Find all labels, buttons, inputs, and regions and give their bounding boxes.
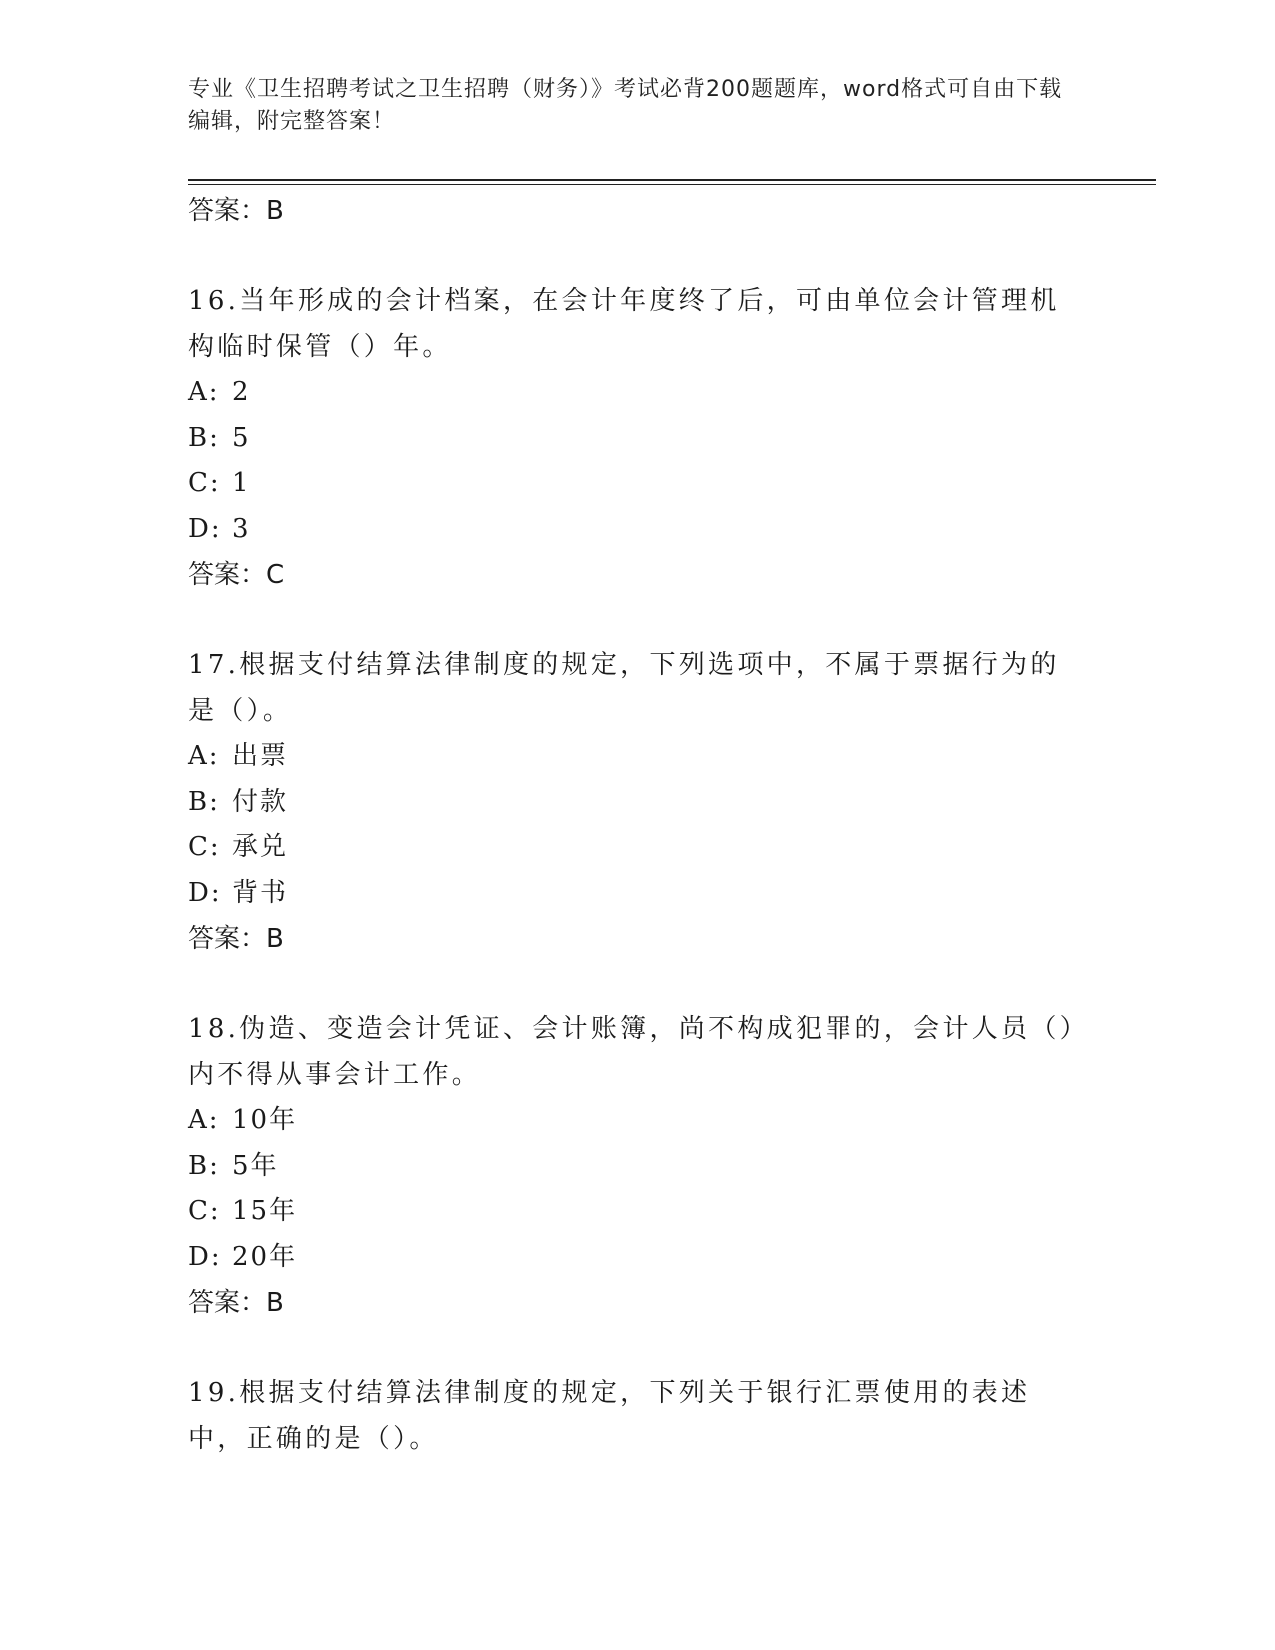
option-text: 20年 bbox=[232, 1241, 298, 1272]
option-text: 承兑 bbox=[232, 832, 289, 862]
option-text: 15年 bbox=[232, 1196, 298, 1226]
question-17 bbox=[188, 642, 1088, 962]
question-18 bbox=[188, 1006, 1088, 1326]
option-d bbox=[188, 1235, 1088, 1281]
answer-line: 答案：B bbox=[188, 924, 284, 954]
header-rule-thick bbox=[188, 179, 1156, 181]
option-d bbox=[188, 871, 1088, 917]
option-c bbox=[188, 825, 1088, 871]
answer-line: 答案：C bbox=[188, 560, 285, 590]
option-text: 2 bbox=[232, 377, 251, 407]
option-key: B: bbox=[188, 422, 220, 453]
option-key: B: bbox=[188, 1150, 220, 1181]
option-key: B: bbox=[188, 786, 220, 817]
option-text: 出票 bbox=[232, 741, 289, 771]
option-text: 1 bbox=[232, 468, 251, 498]
option-d bbox=[188, 507, 1088, 553]
option-text: 3 bbox=[232, 513, 251, 544]
option-text: 背书 bbox=[232, 877, 289, 908]
answer-line: 答案：B bbox=[188, 196, 284, 226]
option-a bbox=[188, 370, 1088, 416]
option-text: 5 bbox=[232, 422, 251, 453]
question-stem: 17.根据支付结算法律制度的规定，下列选项中，不属于票据行为的是（）。 bbox=[188, 650, 1060, 726]
option-text: 5年 bbox=[232, 1150, 279, 1181]
option-key: C: bbox=[188, 832, 221, 862]
page-content bbox=[188, 188, 1088, 1462]
option-b bbox=[188, 416, 1088, 462]
question-stem: 16.当年形成的会计档案，在会计年度终了后，可由单位会计管理机构临时保管（）年。 bbox=[188, 286, 1060, 362]
question-stem: 18.伪造、变造会计凭证、会计账簿，尚不构成犯罪的，会计人员（）内不得从事会计工作。 bbox=[188, 1014, 1076, 1090]
option-a bbox=[188, 1098, 1088, 1144]
option-b bbox=[188, 1144, 1088, 1190]
question-19 bbox=[188, 1370, 1088, 1462]
option-a bbox=[188, 734, 1088, 780]
option-key: D: bbox=[188, 877, 222, 908]
page-header: 专业《卫生招聘考试之卫生招聘（财务）》考试必背200题题库，word格式可自由下载编辑，附完整答案！ bbox=[188, 77, 1063, 134]
option-key: D: bbox=[188, 1241, 222, 1272]
option-text: 付款 bbox=[232, 786, 289, 817]
answer-line: 答案：B bbox=[188, 1288, 284, 1318]
question-stem: 19.根据支付结算法律制度的规定，下列关于银行汇票使用的表述中，正确的是（）。 bbox=[188, 1378, 1031, 1454]
option-key: A: bbox=[188, 377, 220, 407]
option-text: 10年 bbox=[232, 1105, 298, 1135]
option-c bbox=[188, 461, 1088, 507]
header-rule-thin bbox=[188, 184, 1156, 185]
option-key: C: bbox=[188, 468, 221, 498]
option-key: C: bbox=[188, 1196, 221, 1226]
option-c bbox=[188, 1189, 1088, 1235]
question-16 bbox=[188, 278, 1088, 598]
option-b bbox=[188, 780, 1088, 826]
option-key: D: bbox=[188, 513, 222, 544]
option-key: A: bbox=[188, 1105, 220, 1135]
option-key: A: bbox=[188, 741, 220, 771]
